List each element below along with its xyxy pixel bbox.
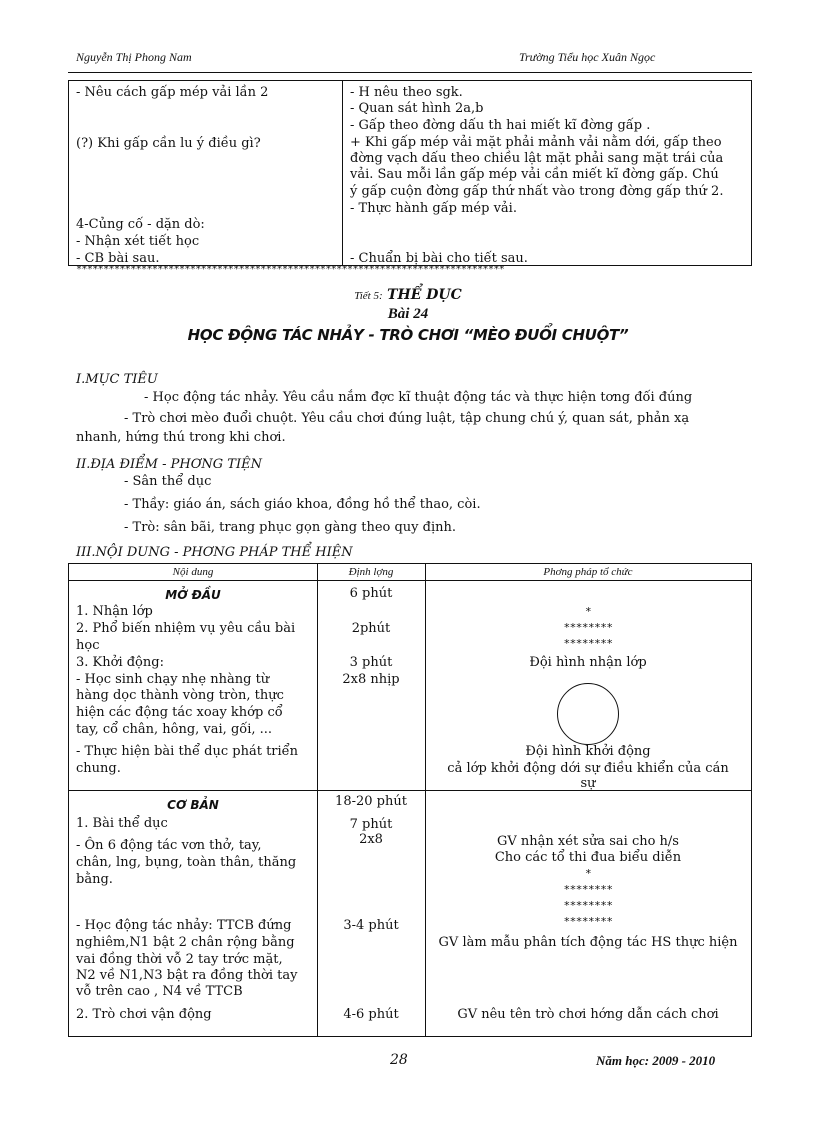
- md-left-3: học: [76, 638, 100, 653]
- top-right-line-2: - Quan sát hình 2a,b: [350, 101, 484, 116]
- warmup-circle-diagram: [557, 683, 619, 745]
- cb-left-5: - Học động tác nhảy: TTCB đứng: [76, 918, 292, 933]
- page-number: 28: [390, 1052, 408, 1068]
- lesson-subject: THỂ DỤC: [387, 287, 462, 303]
- cb-left-2: - Ôn 6 động tác vơn thở, tay,: [76, 838, 262, 853]
- section-2-line-2: - Thầy: giáo án, sách giáo khoa, đồng hồ thể thao, còi.: [124, 497, 481, 512]
- cb-star-4: ********: [563, 915, 613, 928]
- top-left-line-2: (?) Khi gấp cần lu ý điều gì?: [76, 136, 261, 151]
- top-right-line-6: vải. Sau mỗi lần gấp mép vải cần miết kĩ đờng gấp. Chú: [350, 167, 719, 182]
- header-school: Trường Tiểu học Xuân Ngọc: [519, 50, 656, 64]
- md-left-9: - Thực hiện bài thể dục phát triển: [76, 744, 299, 759]
- cb-left-4: bằng.: [76, 872, 113, 887]
- cb-left-6: nghiêm,N1 bật 2 chân rộng bằng: [76, 935, 295, 950]
- cb-mid-2: 7 phút: [349, 817, 393, 832]
- md-warmup-formation: Đội hình khởi động: [525, 744, 651, 759]
- top-right-line-9: - Chuẩn bị bài cho tiết sau.: [350, 251, 528, 266]
- section-1-line-2: - Trò chơi mèo đuổi chuột. Yêu cầu chơi đúng luật, tập chung chú ý, quan sát, phản xạ: [124, 411, 690, 426]
- header-row-divider: [69, 580, 751, 581]
- cb-mid-4: 3-4 phút: [343, 918, 399, 933]
- md-left-4: 3. Khởi động:: [76, 655, 164, 670]
- top-left-line-4: - Nhận xét tiết học: [76, 234, 200, 249]
- section-1-line-3: nhanh, hứng thú trong khi chơi.: [76, 430, 286, 445]
- school-year: Năm học: 2009 - 2010: [596, 1053, 716, 1068]
- section-3-heading: III.NỘI DUNG - PHƠNG PHÁP THỂ HIỆN: [76, 545, 353, 560]
- cb-star-3: ********: [563, 899, 613, 912]
- section-1-line-1: - Học động tác nhảy. Yêu cầu nắm đợc kĩ thuật động tác và thực hiện tơng đối đúng: [144, 390, 693, 405]
- lesson-title: HỌC ĐỘNG TÁC NHẢY - TRÒ CHƠI “MÈO ĐUỔI CHUỘT”: [187, 326, 629, 344]
- col-header-method: Phơng pháp tổ chức: [543, 566, 633, 578]
- md-left-5: - Học sinh chạy nhẹ nhàng từ: [76, 672, 270, 687]
- top-right-line-8: - Thực hành gấp mép vải.: [350, 201, 517, 216]
- md-warmup-line-2: cả lớp khởi động dới sự điều khiển của cán: [447, 761, 729, 776]
- top-right-line-7: ý gấp cuộn đờng gấp thứ nhất vào trong đờng gấp thứ 2.: [350, 184, 724, 199]
- top-right-line-3: - Gấp theo đờng dấu th hai miết kĩ đờng gấp .: [350, 118, 651, 133]
- cb-mid-3: 2x8: [359, 832, 383, 847]
- cb-right-game: GV nêu tên trò chơi hớng dẫn cách chơi: [457, 1007, 719, 1022]
- lesson-bai: Bài 24: [387, 306, 429, 322]
- md-mid-1: 6 phút: [349, 586, 393, 601]
- co-ban-heading: CƠ BẢN: [167, 798, 219, 812]
- header-author: Nguyễn Thị Phong Nam: [76, 50, 192, 64]
- top-table-divider: [342, 81, 343, 265]
- cb-right-demo: GV làm mẫu phân tích động tác HS thực hiện: [438, 935, 738, 950]
- md-star-1: *: [584, 605, 592, 618]
- col-header-content: Nội dung: [172, 566, 214, 578]
- cb-right-2: Cho các tổ thi đua biểu diễn: [494, 850, 682, 865]
- md-star-2: ********: [563, 621, 613, 634]
- section-2-line-3: - Trò: sân bãi, trang phục gọn gàng theo quy định.: [124, 520, 456, 535]
- md-star-3: ********: [563, 637, 613, 650]
- cb-left-3: chân, lng, bụng, toàn thân, thăng: [76, 855, 297, 870]
- cb-left-8: N2 về N1,N3 bật ra đồng thời tay: [76, 968, 298, 983]
- top-table: [68, 80, 752, 266]
- top-right-line-4: + Khi gấp mép vải mặt phải mảnh vải nằm dới, gấp theo: [350, 135, 722, 150]
- mo-dau-heading: MỞ ĐẦU: [165, 588, 221, 602]
- md-left-6: hàng dọc thành vòng tròn, thực: [76, 688, 284, 703]
- md-left-7: hiện các động tác xoay khớp cổ: [76, 705, 283, 720]
- lesson-tiet: Tiết 5:: [354, 290, 383, 302]
- top-right-line-1: - H nêu theo sgk.: [350, 85, 463, 100]
- md-left-8: tay, cổ chân, hông, vai, gối, ...: [76, 722, 273, 737]
- top-left-line-1: - Nêu cách gấp mép vải lần 2: [76, 85, 269, 100]
- md-mid-3: 3 phút: [349, 655, 393, 670]
- section-2-heading: II.ĐỊA ĐIỂM - PHƠNG TIỆN: [76, 457, 262, 472]
- md-mid-4: 2x8 nhịp: [342, 672, 400, 687]
- md-left-2: 2. Phổ biến nhiệm vụ yêu cầu bài: [76, 621, 296, 636]
- cb-left-1: 1. Bài thể dục: [76, 816, 168, 831]
- md-warmup-line-3: sự: [580, 776, 596, 791]
- section-1-heading: I.MỤC TIÊU: [76, 372, 158, 387]
- cb-left-9: vỗ trên cao , N4 về TTCB: [76, 984, 243, 999]
- md-left-10: chung.: [76, 761, 121, 776]
- header-rule: [68, 72, 752, 73]
- md-mid-2: 2phút: [351, 621, 391, 636]
- cb-star-2: ********: [563, 883, 613, 896]
- md-left-1: 1. Nhận lớp: [76, 604, 153, 619]
- cb-mid-1: 18-20 phút: [335, 794, 407, 809]
- cb-star-1: *: [584, 867, 592, 880]
- star-separator: *******************************************************************************: [76, 264, 505, 275]
- md-formation: Đội hình nhận lớp: [529, 655, 647, 670]
- cb-mid-5: 4-6 phút: [343, 1007, 399, 1022]
- lesson-number: [0, 287, 816, 303]
- top-right-line-5: đờng vạch dấu theo chiều lật mặt phải sang mặt trái của: [350, 151, 724, 166]
- cb-left-7: vai đồng thời vỗ 2 tay trớc mặt,: [76, 952, 283, 967]
- top-left-line-3: 4-Củng cố - dặn dò:: [76, 217, 205, 232]
- top-left-line-5: - CB bài sau.: [76, 251, 160, 266]
- cb-left-10: 2. Trò chơi vận động: [76, 1007, 212, 1022]
- section-2-line-1: - Sân thể dục: [124, 474, 212, 489]
- col-header-amount: Định lợng: [348, 566, 394, 578]
- cb-right-1: GV nhận xét sửa sai cho h/s: [497, 834, 679, 849]
- main-table: [68, 563, 752, 1037]
